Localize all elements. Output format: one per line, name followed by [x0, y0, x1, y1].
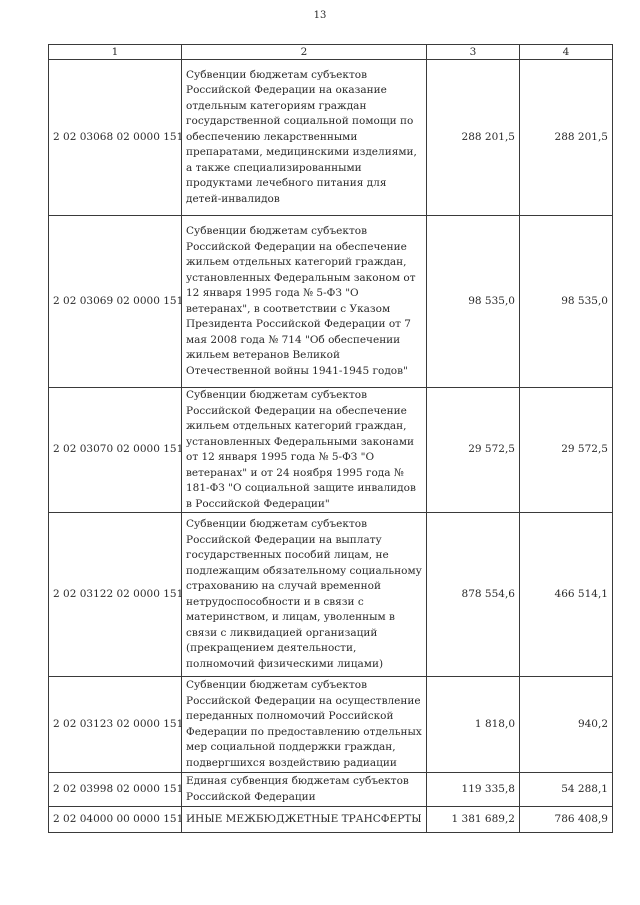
row-code: 2 02 03998 02 0000 151 — [49, 773, 182, 807]
row-value-2: 29 572,5 — [520, 388, 613, 513]
row-value-2: 288 201,5 — [520, 60, 613, 216]
row-value-2: 786 408,9 — [520, 807, 613, 833]
row-code: 2 02 03122 02 0000 151 — [49, 513, 182, 677]
table-row — [49, 388, 613, 513]
row-name: Субвенции бюджетам субъектов Российской Федерации на выплату государственных пособий лицам, не подлежащим обязательному социальному страхованию на случай временной нетрудоспособности и в связи с материнством, и лицам, уволенным в связи с ликвидацией организаций (прекращением деятельности, полномочий физическими лицами) — [182, 513, 427, 677]
row-code: 2 02 03069 02 0000 151 — [49, 216, 182, 388]
row-value-1: 1 818,0 — [427, 677, 520, 773]
budget-table — [48, 44, 613, 833]
row-value-1: 288 201,5 — [427, 60, 520, 216]
table-row — [49, 773, 613, 807]
header-col-4: 4 — [520, 45, 613, 60]
page-number: 13 — [313, 10, 327, 21]
row-value-2: 940,2 — [520, 677, 613, 773]
row-value-1: 98 535,0 — [427, 216, 520, 388]
table-row — [49, 807, 613, 833]
row-value-2: 466 514,1 — [520, 513, 613, 677]
table-row — [49, 677, 613, 773]
table-row — [49, 60, 613, 216]
table-header-row — [49, 45, 613, 60]
row-code: 2 02 03068 02 0000 151 — [49, 60, 182, 216]
row-value-1: 119 335,8 — [427, 773, 520, 807]
table-row — [49, 216, 613, 388]
row-name: ИНЫЕ МЕЖБЮДЖЕТНЫЕ ТРАНСФЕРТЫ — [182, 807, 427, 833]
row-code: 2 02 03123 02 0000 151 — [49, 677, 182, 773]
header-col-1: 1 — [49, 45, 182, 60]
row-value-1: 878 554,6 — [427, 513, 520, 677]
row-name: Субвенции бюджетам субъектов Российской Федерации на осуществление переданных полномочий Российской Федерации по предоставлению отдельных мер социальной поддержки граждан, подвергшихся воздействию радиации — [182, 677, 427, 773]
row-name: Единая субвенция бюджетам субъектов Российской Федерации — [182, 773, 427, 807]
table-row — [49, 513, 613, 677]
row-value-2: 54 288,1 — [520, 773, 613, 807]
row-value-2: 98 535,0 — [520, 216, 613, 388]
row-value-1: 1 381 689,2 — [427, 807, 520, 833]
row-code: 2 02 03070 02 0000 151 — [49, 388, 182, 513]
header-col-2: 2 — [182, 45, 427, 60]
row-value-1: 29 572,5 — [427, 388, 520, 513]
row-name: Субвенции бюджетам субъектов Российской Федерации на оказание отдельным категориям граждан государственной социальной помощи по обеспечению лекарственными препаратами, медицинскими изделиями, а также специализированными продуктами лечебного питания для детей-инвалидов — [182, 60, 427, 216]
header-col-3: 3 — [427, 45, 520, 60]
row-code: 2 02 04000 00 0000 151 — [49, 807, 182, 833]
row-name: Субвенции бюджетам субъектов Российской Федерации на обеспечение жильем отдельных категорий граждан, установленных Федеральными законами от 12 января 1995 года № 5-ФЗ "О ветеранах" и от 24 ноября 1995 года № 181-ФЗ "О социальной защите инвалидов в Российской Федерации" — [182, 388, 427, 513]
row-name: Субвенции бюджетам субъектов Российской Федерации на обеспечение жильем отдельных категорий граждан, установленных Федеральным законом от 12 января 1995 года № 5-ФЗ "О ветеранах", в соответствии с Указом Президента Российской Федерации от 7 мая 2008 года № 714 "Об обеспечении жильем ветеранов Великой Отечественной войны 1941-1945 годов" — [182, 216, 427, 388]
